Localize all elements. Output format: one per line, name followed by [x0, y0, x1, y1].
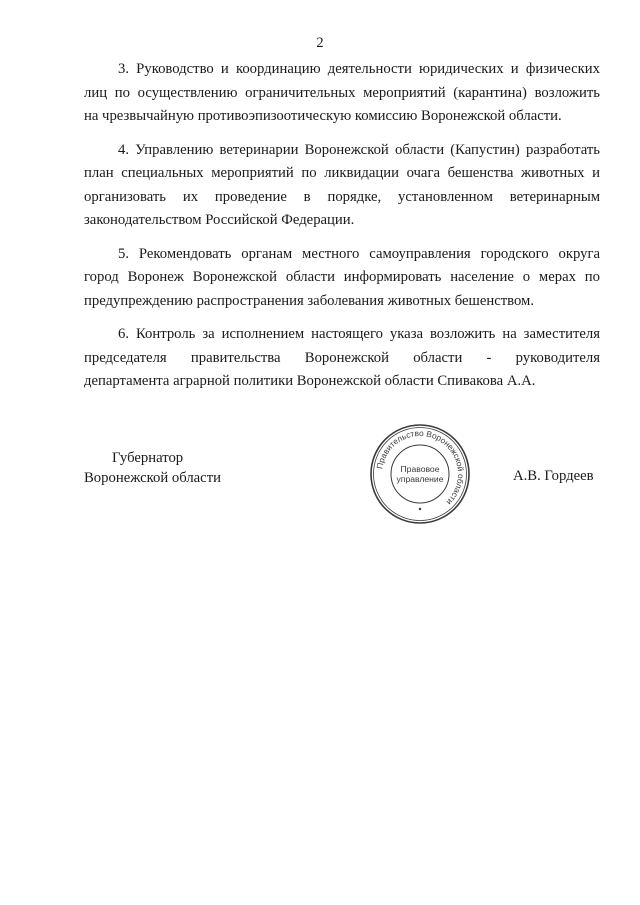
stamp-inner-line-1: Правовое — [400, 464, 440, 474]
signatory-name: А.В. Гордеев — [513, 468, 594, 484]
paragraph-line: организовать их проведение в порядке, установленном ветеринарным — [84, 188, 600, 205]
paragraph-3 — [84, 58, 600, 129]
paragraph-4 — [84, 139, 600, 233]
signatory-region: Воронежской области — [84, 470, 221, 486]
paragraph-line: 4. Управлению ветеринарии Воронежской области (Капустин) разработать — [118, 141, 600, 158]
paragraph-line: лиц по осуществлению ограничительных мероприятий (карантина) возложить — [84, 84, 600, 101]
paragraph-line: законодательством Российской Федерации. — [84, 212, 355, 228]
paragraph-line: на чрезвычайную противоэпизоотическую комиссию Воронежской области. — [84, 108, 562, 124]
paragraph-6 — [84, 323, 600, 394]
paragraph-line: председателя правительства Воронежской области - руководителя — [84, 349, 600, 366]
official-stamp-seal — [368, 422, 472, 526]
paragraph-line: предупреждению распространения заболевания животных бешенством. — [84, 292, 535, 309]
stamp-bottom-star — [419, 508, 421, 510]
signatory-block — [84, 448, 221, 488]
paragraph-line: город Воронеж Воронежской области информировать население о мерах по — [84, 269, 600, 285]
paragraph-line: план специальных мероприятий по ликвидации очага бешенства животных и — [84, 165, 600, 181]
paragraph-5 — [84, 243, 600, 314]
signatory-title: Губернатор — [112, 450, 184, 466]
stamp-inner-line-2: управление — [396, 474, 444, 484]
document-body — [84, 58, 600, 404]
paragraph-line: департамента аграрной политики Воронежской области Спивакова А.А. — [84, 373, 536, 389]
paragraph-line: 3. Руководство и координацию деятельности юридических и физических — [118, 61, 600, 77]
page-number: 2 — [316, 35, 324, 51]
paragraph-line: 5. Рекомендовать органам местного самоуправления городского округа — [118, 245, 600, 262]
paragraph-line: 6. Контроль за исполнением настоящего указа возложить на заместителя — [118, 326, 600, 342]
stamp-outer-text: Правительство Воронежской области — [374, 427, 467, 508]
